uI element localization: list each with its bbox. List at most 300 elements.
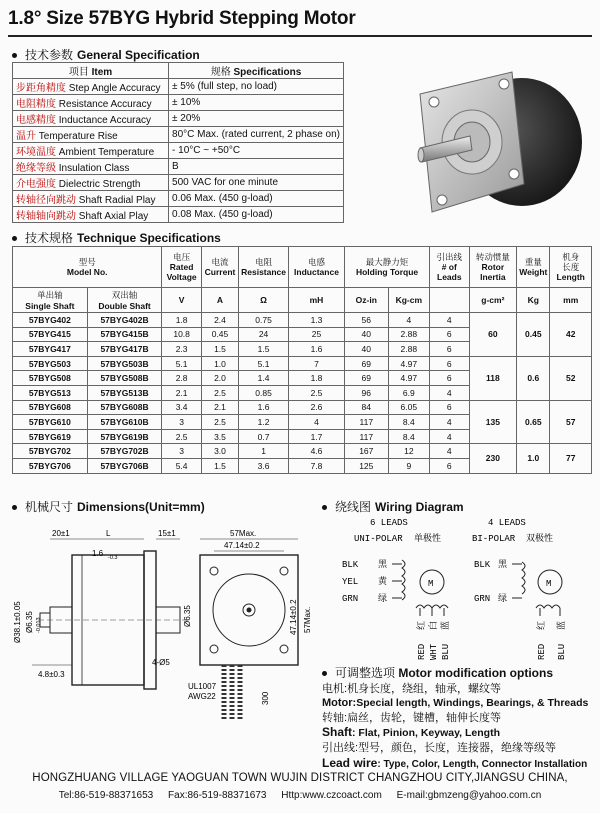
- unit-kgcm: Kg-cm: [388, 288, 430, 313]
- general-spec-row: [13, 111, 344, 127]
- wiring-heading-cn: 绕线图: [335, 500, 372, 514]
- technique-cell: 57BYG513: [13, 385, 88, 400]
- technique-cell: 6: [430, 342, 469, 357]
- dim-h47: 47.14±0.2: [289, 599, 298, 635]
- inertia-header: [469, 247, 517, 288]
- mod-motor-cn: 机身长度，绕组，轴承，螺纹等: [347, 682, 502, 695]
- technique-cell: 1.3: [288, 313, 344, 328]
- leads-header-cn: 引出线: [436, 252, 463, 262]
- technique-cell: 57BYG706B: [87, 458, 162, 473]
- bullet-icon: [12, 236, 17, 241]
- technique-cell: 1.6: [288, 342, 344, 357]
- length-header-cn: 机身: [562, 252, 580, 262]
- unipolar-label: UNI-POLAR: [354, 534, 403, 544]
- mod-lead-en: : Type, Color, Length, Connector Installation: [377, 758, 588, 770]
- mod-shaft-cn-line: [322, 711, 588, 726]
- technique-cell: 1.5: [201, 458, 238, 473]
- technique-cell: 57BYG402: [13, 313, 88, 328]
- wire-wht-label: WHT: [429, 643, 439, 660]
- group-length: 42: [550, 313, 592, 357]
- page-title: 1.8° Size 57BYG Hybrid Stepping Motor: [8, 8, 356, 29]
- wire-yel-cn: 黄: [378, 576, 388, 586]
- technique-cell: 40: [345, 342, 389, 357]
- voltage-header-cn: 电压: [173, 252, 191, 262]
- dim-dia38: Ø38.1±0.05: [13, 601, 22, 643]
- dimension-drawing: [10, 515, 315, 765]
- wire-blk-label: BLK: [342, 560, 359, 570]
- spec-item-cn: 步距角精度: [16, 83, 66, 94]
- spec-item-en: Shaft Axial Play: [78, 211, 149, 222]
- group-length: 52: [550, 356, 592, 400]
- unit-leads-blank: [430, 288, 469, 313]
- inertia-header-en1: Rotor: [481, 262, 505, 272]
- spec-value: 80°C Max. (rated current, 2 phase on): [169, 127, 344, 143]
- technique-cell: 69: [345, 356, 389, 371]
- technique-spec-heading: [12, 229, 221, 246]
- general-spec-row: [13, 127, 344, 143]
- unit-gcm: g-cm²: [469, 288, 517, 313]
- bi-wire-blk-cn: 黑: [498, 559, 508, 569]
- technique-cell: 4: [288, 415, 344, 430]
- technique-cell: 3.0: [201, 444, 238, 459]
- length-header-cn2: 长度: [562, 262, 580, 272]
- voltage-header-en2: Voltage: [166, 272, 197, 282]
- technique-cell: 3: [162, 444, 201, 459]
- spec-item-cn: 电感精度: [16, 115, 56, 126]
- spec-header: [169, 63, 344, 79]
- technique-cell: 1.5: [201, 342, 238, 357]
- technique-cell: 57BYG619: [13, 429, 88, 444]
- unipolar-cn-label: 单极性: [414, 533, 442, 543]
- dim-dia635b: Ø6.35: [183, 605, 192, 627]
- technique-cell: 12: [388, 444, 430, 459]
- spec-item: [13, 175, 169, 191]
- spec-item: [13, 207, 169, 223]
- spec-item-en: Dielectric Strength: [58, 179, 141, 190]
- general-spec-row: [13, 175, 344, 191]
- footer-web-link[interactable]: Http:www.czcoact.com: [281, 790, 382, 801]
- technique-cell: 1.4: [239, 371, 289, 386]
- mod-motor-en-line: [322, 696, 588, 711]
- technique-cell: 57BYG610: [13, 415, 88, 430]
- technique-cell: 57BYG608B: [87, 400, 162, 415]
- dim-d20: 20±1: [52, 529, 70, 538]
- dim-h57: 57Max.: [303, 606, 312, 633]
- technique-cell: 125: [345, 458, 389, 473]
- general-spec-header: [13, 63, 344, 79]
- double-shaft-header: [87, 288, 162, 313]
- technique-cell: 117: [345, 429, 389, 444]
- four-leads-label: 4 LEADS: [488, 518, 526, 528]
- technique-cell: 57BYG702B: [87, 444, 162, 459]
- technique-cell: 4: [430, 385, 469, 400]
- mod-shaft-en-label: Shaft: [322, 725, 352, 740]
- technique-heading-cn: 技术规格: [25, 231, 74, 245]
- technique-cell: 69: [345, 371, 389, 386]
- technique-cell: 57BYG608: [13, 400, 88, 415]
- leads-header: [430, 247, 469, 288]
- current-header-cn: 电流: [211, 257, 229, 267]
- general-spec-row: [13, 95, 344, 111]
- spec-item: [13, 111, 169, 127]
- footer-address: HONGZHUANG VILLAGE YAOGUAN TOWN WUJIN DISTRICT CHANGZHOU CITY,JIANGSU CHINA,: [32, 772, 568, 784]
- group-inertia: 230: [469, 444, 517, 473]
- dim-L: L: [106, 529, 111, 538]
- spec-item: [13, 159, 169, 175]
- technique-cell: 1.2: [239, 415, 289, 430]
- technique-cell: 57BYG706: [13, 458, 88, 473]
- technique-cell: 1.8: [162, 313, 201, 328]
- mod-lead-cn-line: [322, 741, 588, 756]
- general-spec-row: [13, 159, 344, 175]
- current-header-en: Current: [204, 267, 236, 277]
- mod-heading-en: Motor modification options: [398, 666, 554, 680]
- dim-d15: 15±1: [158, 529, 176, 538]
- wire-red-label: RED: [417, 643, 427, 660]
- technique-cell: 4.97: [388, 371, 430, 386]
- spec-value: - 10°C ~ +50°C: [169, 143, 344, 159]
- unit-volt: V: [162, 288, 201, 313]
- technique-cell: 1.0: [201, 356, 238, 371]
- item-header: [13, 63, 169, 79]
- technique-row: [13, 356, 592, 371]
- mod-heading-cn: 可调整选项: [335, 666, 396, 680]
- item-header-en: Item: [91, 67, 113, 78]
- technique-cell: 4: [430, 415, 469, 430]
- bi-wire-grn-label: GRN: [474, 594, 491, 604]
- six-leads-label: 6 LEADS: [370, 518, 408, 528]
- bipolar-label: BI-POLAR: [472, 534, 516, 544]
- general-spec-row: [13, 79, 344, 95]
- modification-heading: [322, 666, 588, 681]
- technique-cell: 57BYG610B: [87, 415, 162, 430]
- spec-item-en: Resistance Accuracy: [58, 99, 152, 110]
- mod-shaft-en: : Flat, Pinion, Keyway, Length: [352, 727, 500, 740]
- mod-motor-cn-label: 电机:: [322, 682, 348, 695]
- leads-header-en2: Leads: [437, 272, 462, 282]
- mod-lead-cn: 型号，颜色，长度，连接器，绝缘等级等: [358, 741, 557, 754]
- technique-cell: 57BYG702: [13, 444, 88, 459]
- dim-w47: 47.14±0.2: [224, 541, 260, 550]
- spec-item-cn: 转轴径向跳动: [16, 195, 76, 206]
- spec-item-cn: 环境温度: [16, 147, 56, 158]
- technique-cell: 2.4: [201, 313, 238, 328]
- footer-contacts: [0, 790, 600, 801]
- torque-header-en: Holding Torque: [355, 267, 419, 277]
- inductance-header-en: Inductance: [294, 267, 339, 277]
- technique-cell: 2.0: [201, 371, 238, 386]
- spec-header-en: Specifications: [233, 67, 302, 78]
- technique-cell: 6: [430, 356, 469, 371]
- technique-cell: 8.4: [388, 415, 430, 430]
- double-shaft-cn: 双出轴: [111, 290, 138, 300]
- technique-cell: 5.1: [162, 356, 201, 371]
- mod-motor-en-label: Motor:: [322, 697, 357, 710]
- bi-wire-blu-label: BLU: [557, 643, 567, 660]
- technique-cell: 40: [345, 327, 389, 342]
- technique-cell: 9: [388, 458, 430, 473]
- spec-value: 0.08 Max. (450 g-load): [169, 207, 344, 223]
- unit-ohm: Ω: [239, 288, 289, 313]
- technique-cell: 10.8: [162, 327, 201, 342]
- group-inertia: 135: [469, 400, 517, 444]
- technique-cell: 57BYG508: [13, 371, 88, 386]
- technique-cell: 0.45: [201, 327, 238, 342]
- technique-cell: 2.88: [388, 327, 430, 342]
- spec-item-cn: 转轴轴向跳动: [16, 211, 76, 222]
- technique-header-row: [13, 247, 592, 288]
- group-length: 77: [550, 444, 592, 473]
- technique-cell: 0.7: [239, 429, 289, 444]
- technique-heading-en: Technique Specifications: [77, 231, 221, 245]
- unit-ozin: Oz-in: [345, 288, 389, 313]
- dim-cable: UL1007: [188, 682, 217, 691]
- general-spec-row: [13, 143, 344, 159]
- technique-cell: 6.9: [388, 385, 430, 400]
- general-heading-en: General Specification: [77, 48, 200, 62]
- technique-units-row: [13, 288, 592, 313]
- resistance-header-cn: 电阻: [255, 257, 273, 267]
- technique-row: [13, 400, 592, 415]
- footer-tel: Tel:86-519-88371653: [58, 790, 154, 801]
- unit-mm: mm: [550, 288, 592, 313]
- bi-wire-blu-cn: 蓝: [556, 620, 566, 630]
- technique-cell: 57BYG619B: [87, 429, 162, 444]
- mod-lead-en-line: [322, 756, 588, 773]
- inertia-header-en2: Inertia: [480, 272, 506, 282]
- group-length: 57: [550, 400, 592, 444]
- wire-grn-label: GRN: [342, 594, 359, 604]
- general-spec-heading: [12, 46, 200, 63]
- technique-cell: 1.7: [288, 429, 344, 444]
- spec-item-en: Insulation Class: [58, 163, 130, 174]
- group-weight: 0.45: [517, 313, 550, 357]
- weight-header: [517, 247, 550, 288]
- modification-options: [322, 666, 588, 772]
- general-spec-row: [13, 207, 344, 223]
- technique-cell: 84: [345, 400, 389, 415]
- technique-cell: 57BYG415B: [87, 327, 162, 342]
- dim-holes: 4-Ø5: [152, 658, 170, 667]
- dim-dia635: Ø6.35: [25, 611, 34, 633]
- technique-cell: 57BYG417B: [87, 342, 162, 357]
- general-spec-row: [13, 191, 344, 207]
- wire-wht-cn: 白: [428, 620, 438, 630]
- inductance-header-cn: 电感: [307, 257, 325, 267]
- mod-lead-en-label: Lead wire: [322, 755, 378, 770]
- mod-shaft-cn: 扁丝，齿轮，键槽，轴伸长度等: [347, 711, 502, 724]
- unit-kg: Kg: [517, 288, 550, 313]
- torque-header: [345, 247, 430, 288]
- technique-cell: 1.5: [239, 342, 289, 357]
- technique-cell: 0.85: [239, 385, 289, 400]
- single-shaft-cn: 单出轴: [37, 290, 63, 300]
- spec-value: 500 VAC for one minute: [169, 175, 344, 191]
- technique-cell: 6.05: [388, 400, 430, 415]
- unit-mh: mH: [288, 288, 344, 313]
- technique-cell: 4: [430, 444, 469, 459]
- mod-lead-cn-label: 引出线:: [322, 741, 359, 754]
- dim-d16-tol: -0.3: [108, 555, 118, 561]
- technique-cell: 4: [430, 429, 469, 444]
- spec-item: [13, 127, 169, 143]
- wire-yel-label: YEL: [342, 577, 359, 587]
- length-header: [550, 247, 592, 288]
- spec-value: ± 10%: [169, 95, 344, 111]
- technique-cell: 6: [430, 400, 469, 415]
- bullet-icon: [322, 671, 327, 676]
- technique-cell: 57BYG503B: [87, 356, 162, 371]
- spec-item: [13, 191, 169, 207]
- technique-cell: 5.1: [239, 356, 289, 371]
- technique-cell: 2.5: [288, 385, 344, 400]
- bi-wire-grn-cn: 绿: [498, 593, 508, 603]
- group-weight: 0.6: [517, 356, 550, 400]
- general-spec-table: [12, 62, 344, 223]
- spec-item-cn: 电阻精度: [16, 99, 56, 110]
- weight-header-en: Weight: [519, 267, 548, 277]
- technique-cell: 6: [430, 327, 469, 342]
- technique-cell: 8.4: [388, 429, 430, 444]
- model-header: [13, 247, 162, 288]
- dim-awg: AWG22: [188, 692, 216, 701]
- voltage-header-en1: Rated: [169, 262, 194, 272]
- technique-cell: 2.3: [162, 342, 201, 357]
- spec-item-cn: 介电强度: [16, 179, 56, 190]
- technique-cell: 2.88: [388, 342, 430, 357]
- technique-cell: 4.97: [388, 356, 430, 371]
- spec-value: ± 20%: [169, 111, 344, 127]
- mod-shaft-en-line: [322, 725, 588, 741]
- dim-d48: 4.8±0.3: [38, 670, 65, 679]
- bi-wire-red-label: RED: [537, 643, 547, 660]
- inductance-header: [288, 247, 344, 288]
- technique-cell: 57BYG415: [13, 327, 88, 342]
- spec-item: [13, 79, 169, 95]
- technique-cell: 167: [345, 444, 389, 459]
- unit-amp: A: [201, 288, 238, 313]
- technique-cell: 56: [345, 313, 389, 328]
- mod-motor-en: Special length, Windings, Bearings, & Threads: [356, 697, 589, 710]
- dim-w57: 57Max.: [230, 529, 257, 538]
- technique-cell: 96: [345, 385, 389, 400]
- technique-cell: 1.6: [239, 400, 289, 415]
- dimensions-heading-en: Dimensions(Unit=mm): [77, 500, 205, 514]
- title-divider: [8, 35, 592, 37]
- technique-cell: 25: [288, 327, 344, 342]
- spec-item-en: Step Angle Accuracy: [68, 83, 161, 94]
- single-shaft-en: Single Shaft: [25, 301, 75, 311]
- dimensions-heading-cn: 机械尺寸: [25, 500, 74, 514]
- group-weight: 0.65: [517, 400, 550, 444]
- spec-item-cn: 绝缘等级: [16, 163, 56, 174]
- bipolar-cn-label: 双极性: [526, 533, 554, 543]
- single-shaft-header: [13, 288, 88, 313]
- bullet-icon: [322, 505, 327, 510]
- group-inertia: 118: [469, 356, 517, 400]
- dim-d16: 1.6: [92, 549, 104, 558]
- technique-cell: 1.8: [288, 371, 344, 386]
- technique-cell: 117: [345, 415, 389, 430]
- motor-symbol-bi: M: [546, 579, 552, 589]
- technique-cell: 2.5: [201, 385, 238, 400]
- technique-cell: 2.1: [201, 400, 238, 415]
- footer-email-link[interactable]: E-mail:gbmzeng@yahoo.com.cn: [396, 790, 542, 801]
- voltage-header: [162, 247, 201, 288]
- leads-header-en1: # of: [441, 262, 457, 272]
- item-header-cn: 项目: [68, 67, 89, 78]
- bullet-icon: [12, 53, 17, 58]
- spec-value: ± 5% (full step, no load): [169, 79, 344, 95]
- technique-cell: 0.75: [239, 313, 289, 328]
- technique-cell: 3.5: [201, 429, 238, 444]
- footer-fax: Fax:86-519-88371673: [168, 790, 267, 801]
- technique-cell: 3: [162, 415, 201, 430]
- wiring-heading-en: Wiring Diagram: [375, 500, 464, 514]
- wire-grn-cn: 绿: [378, 593, 388, 603]
- spec-item: [13, 143, 169, 159]
- technique-cell: 24: [239, 327, 289, 342]
- current-header: [201, 247, 238, 288]
- technique-row: [13, 444, 592, 459]
- resistance-header: [239, 247, 289, 288]
- wire-red-cn: 红: [416, 620, 426, 630]
- group-weight: 1.0: [517, 444, 550, 473]
- bi-wire-red-cn: 红: [536, 620, 546, 630]
- general-heading-cn: 技术参数: [25, 48, 74, 62]
- technique-cell: 4.6: [288, 444, 344, 459]
- spec-value: 0.06 Max. (450 g-load): [169, 191, 344, 207]
- technique-cell: 57BYG508B: [87, 371, 162, 386]
- group-inertia: 60: [469, 313, 517, 357]
- bullet-icon: [12, 505, 17, 510]
- spec-item: [13, 95, 169, 111]
- dim-len300: 300: [261, 691, 270, 705]
- technique-cell: 1: [239, 444, 289, 459]
- technique-cell: 3.6: [239, 458, 289, 473]
- mod-motor-cn-line: [322, 682, 588, 697]
- wire-blu-cn: 蓝: [440, 620, 450, 630]
- dimensions-heading: [12, 498, 205, 515]
- technique-cell: 4: [388, 313, 430, 328]
- technique-cell: 2.5: [201, 415, 238, 430]
- length-header-en: Length: [556, 272, 585, 282]
- spec-item-en: Ambient Temperature: [58, 147, 155, 158]
- model-header-en: Model No.: [66, 267, 108, 277]
- spec-item-en: Inductance Accuracy: [58, 115, 152, 126]
- wiring-diagram: [338, 510, 593, 670]
- technique-cell: 2.8: [162, 371, 201, 386]
- technique-cell: 57BYG513B: [87, 385, 162, 400]
- double-shaft-en: Double Shaft: [98, 301, 151, 311]
- spec-item-en: Shaft Radial Play: [78, 195, 156, 206]
- spec-value: B: [169, 159, 344, 175]
- wire-blk-cn: 黑: [378, 559, 388, 569]
- motor-symbol-uni: M: [428, 579, 434, 589]
- technique-cell: 6: [430, 458, 469, 473]
- resistance-header-en: Resistance: [241, 267, 287, 277]
- model-header-cn: 型号: [78, 257, 96, 267]
- motor-photo: [402, 64, 592, 229]
- technique-cell: 2.6: [288, 400, 344, 415]
- technique-cell: 4: [430, 313, 469, 328]
- wire-blu-label: BLU: [441, 643, 451, 660]
- technique-cell: 2.1: [162, 385, 201, 400]
- technique-cell: 6: [430, 371, 469, 386]
- technique-cell: 57BYG402B: [87, 313, 162, 328]
- spec-header-cn: 规格: [210, 67, 231, 78]
- spec-item-en: Temperature Rise: [38, 131, 118, 142]
